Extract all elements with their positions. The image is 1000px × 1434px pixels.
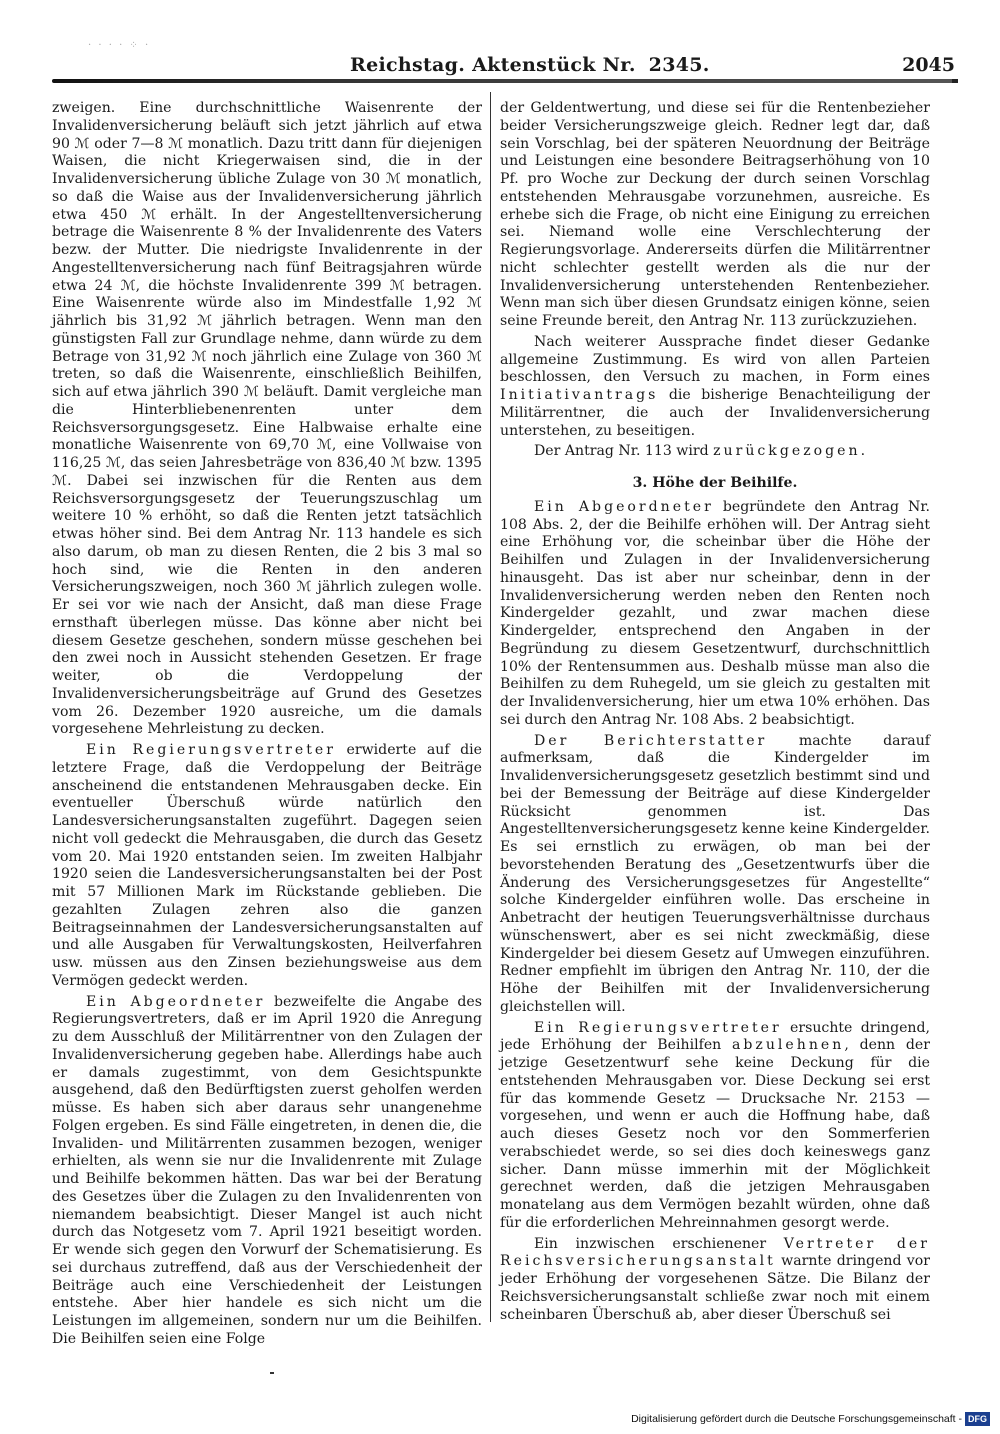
paragraph [500,334,930,441]
speaker-label: Ein Regierungsvertreter [534,1019,782,1036]
digitization-credit [631,1412,990,1426]
section-heading: 3. Höhe der Beihilfe. [632,475,798,491]
paragraph-text: die bisherige Benachteiligung der Militärrentner, die auch der Invalidenversicherung unterstehen, zu beseitigen. [500,387,930,439]
paragraph-text: , denn der jetzige Gesetzentwurf sehe keine Deckung für die entstehenden Mehrausgaben vor. Diese Deckung sei erst für das kommende Gesetz — Drucksache Nr. 2153 — vorgesehen, und wenn er auch die Hoffnung habe, daß auch dieses Gesetz noch vor den Sommerferien verabschiedet werde, so sei dies doch keineswegs ganz sicher. Dann müsse immerhin mit der Möglichkeit gerechnet werden, daß die jetzigen Mehrausgaben monatelang aus dem Vermögen bezahlt würden, ohne daß für die erforderlichen Mehreinnahmen gesorgt werde. [500,1037,930,1231]
left-column [52,100,482,1349]
paragraph-text: Der Antrag Nr. 113 wird [534,443,714,460]
page-header [50,50,955,90]
paragraph [52,994,482,1349]
speaker-label: Der Berichterstatter [534,732,768,749]
document-number: 2345. [648,54,710,76]
print-artifact [270,1372,274,1374]
paragraph: der Geldentwertung, und diese sei für die Rentenbezieher beider Versicherungszweige gleich. Redner legt dar, daß sein Vorschlag, bei der späteren Neuordnung der Beiträge und Leistungen eine besondere Beitragserhöhung von 10 Pf. pro Woche zur Deckung der durch seinen Vorschlag entstehenden Mehrausgabe vorzunehmen, ausreiche. Es erhebe sich die Frage, ob nicht eine Einigung zu erreichen sei. Niemand wolle eine Verschlechterung der Regierungsvorlage. Andererseits dürfen die Militärrentner nicht schlechter gestellt werden als die nur der Invalidenversicherung unterstehenden Rentenbezieher. Wenn man sich über diesen Grundsatz einigen könne, seien seine Freunde bereit, den Antrag Nr. 113 zurückzuziehen. [500,100,930,329]
paragraph [500,443,930,461]
page-number: 2045 [902,54,955,76]
speaker-label: Ein Abgeordneter [86,993,266,1010]
running-title-text: Reichstag. Aktenstück Nr. [350,54,636,76]
column-divider [490,92,491,1322]
right-column [500,100,930,1324]
paragraph-text: bezweifelte die Angabe des Regierungsvertreters, daß er im April 1920 die Anregung zu dem Ausschluß der Militärrentner von den Zulagen der Invalidenversicherung gegeben habe. Allerdings habe auch er damals zugestimmt, von dem Gesichtspunkte ausgehend, daß den Bedürftigsten zuerst geholfen werden müsse. Es haben sich aber daraus sehr unangenehme Folgen ergeben. Es sind Fälle eingetreten, in denen die, die Invaliden- und Militärrenten zusammen bezogen, weniger erhielten, als wenn sie nur die Invalidenrente mit Zulage und Beihilfe bekommen hätten. Das war bei der Beratung des Gesetzes über die Zulagen zu den Invalidenrenten von niemandem beabsichtigt. Dieser Mangel ist auch nicht durch das Notgesetz vom 7. April 1921 beseitigt worden. Er wende sich gegen den Vorwurf der Schematisierung. Es sei durchaus zutreffend, daß aus der Verschiedenheit der Beiträge auch eine Verschiedenheit der Leistungen entstehe. Aber hier handele es sich nicht um die Leistungen im allgemeinen, sondern nur um die Beihilfen. Die Beihilfen seien eine Folge [52,993,482,1347]
paragraph [52,742,482,991]
paragraph-text: warnte dringend vor jeder Erhöhung der vorgesehenen Sätze. Die Bilanz der Reichsversicherungsanstalt schließe zwar noch mit einem scheinbaren Überschuß ab, aber dieser Überschuß sei [500,1253,930,1323]
paragraph-text: Ein inzwischen erschienener [534,1235,784,1252]
spaced-emphasis: Vertreter der Reichsversicherungsanstalt [500,1235,930,1270]
dfg-logo-icon: DFG [965,1412,990,1426]
paragraph [500,499,930,730]
paragraph-text: ersuchte dringend, jede Erhöhung der Beihilfen [500,1019,931,1054]
spaced-emphasis: abzulehnen [732,1037,845,1054]
paragraph [500,733,930,1017]
paragraph: zweigen. Eine durchschnittliche Waisenrente der Invalidenversicherung beläuft sich jetzt jährlich auf etwa 90 ℳ oder 7—8 ℳ monatlich. Dazu tritt dann für diejenigen Waisen, die nicht Kriegerwaisen sind, die in der Invalidenversicherung übliche Zulage von 30 ℳ monatlich, so daß die Waise aus der Invalidenversicherung jährlich etwa 450 ℳ erhält. In der Angestelltenversicherung betrage die Waisenrente 8 % der Invalidenrente des Vaters bezw. der Mutter. Die niedrigste Invalidenrente in der Angestelltenversicherung nach fünf Beitragsjahren würde etwa 24 ℳ, die höchste Invalidenrente 399 ℳ betragen. Eine Waisenrente würde also im Mindestfalle 1,92 ℳ jährlich bis 31,92 ℳ jährlich betragen. Wenn man den günstigsten Fall zur Grundlage nehme, dann würde zu dem Betrage von 31,92 ℳ noch jährlich eine Zulage von 360 ℳ treten, so daß die Waisenrente, einschließlich Beihilfen, sich auf etwa jährlich 390 ℳ beläuft. Damit vergleiche man die Hinterbliebenenrenten unter dem Reichsversorgungsgesetz. Eine Halbwaise erhalte eine monatliche Waisenrente von 69,70 ℳ, eine Vollwaise von 116,25 ℳ, das seien Jahresbeträge von 836,40 ℳ bzw. 1395 ℳ. Dabei sei inzwischen für die Renten aus dem Reichsversorgungsgesetz der Teuerungszuschlag um weitere 10 % erhöht, so daß die Renten jetzt tatsächlich etwas höher sind. Bei dem Antrag Nr. 113 handele es sich also darum, ob man zu diesen Renten, die 2 bis 3 mal so hoch sind, wie die Renten in den anderen Versicherungszweigen, noch 360 ℳ jährlich zulegen wolle. Er sei vor wie nach der Ansicht, daß man diese Frage ernsthaft überlegen müsse. Das könne aber nicht bei diesem Gesetze geschehen, sondern müsse geschehen bei den zwei noch in Aussicht stehenden Gesetzen. Er frage weiter, ob die Verdoppelung der Invalidenversicherungsbeiträge auf Grund des Gesetzes vom 26. Dezember 1920 ausreiche, um die damals vorgesehene Mehrleistung zu decken. [52,100,482,738]
paragraph-text: erwiderte auf die letztere Frage, daß die Verdoppelung der Beiträge anscheinend die entstandenen Mehrausgaben decke. Ein eventueller Überschuß würde natürlich den Landesversicherungsanstalten zugeführt. Dagegen seien nicht voll gedeckt die Mehrausgaben, die durch das Gesetz vom 20. Mai 1920 entstanden seien. Im zweiten Halbjahr 1920 seien die Landesversicherungsanstalten bei der Post mit 57 Millionen Mark im Rückstande geblieben. Die gezahlten Zulagen zehren also die ganzen Beitragseinnahmen der Landesversicherungsanstalten auf und alle Ausgaben für Verwaltungskosten, Heilverfahren usw. müssen aus den Zinsen beziehungsweise aus dem Vermögen gedeckt werden. [52,742,483,989]
paragraph-text: machte darauf aufmerksam, daß die Kindergelder im Invalidenversicherungsgesetz gesetzlich bestimmt sind und bei der Bemessung der Beiträge auf diese Kindergelder Rücksicht genommen ist. Das Angestelltenversicherungsgesetz kenne keine Kindergelder. Es sei ernstlich zu erwägen, ob man bei der bevorstehenden Beratung des „Gesetzentwurfs über die Änderung des Versicherungsgesetzes für Angestellte“ solche Kindergelder einführen wolle. Das erscheine in Anbetracht der heutigen Teuerungsverhältnisse durchaus wünschenswert, aber es sei nicht zweckmäßig, diese Kindergelder bei diesem Gesetz auf Umwegen einzuführen. Redner empfiehlt im übrigen den Antrag Nr. 110, der die Höhe der Beihilfen mit der Invalidenversicherung gleichstellen will. [500,732,931,1015]
speaker-label: Ein Abgeordneter [534,498,714,515]
credit-text: Digitalisierung gefördert durch die Deutsche Forschungsgemeinschaft - [631,1413,962,1425]
running-title [350,54,710,76]
speaker-label: Ein Regierungsvertreter [86,742,336,758]
paragraph-text: Nach weiterer Aussprache findet dieser Gedanke allgemeine Zustimmung. Es wird von allen Parteien beschlossen, den Versuch zu machen, in Form eines [500,333,930,386]
paragraph-text: . [860,443,866,460]
paragraph [500,1236,930,1325]
spaced-emphasis: Initiativantrags [500,387,659,403]
paragraph-text: begründete den Antrag Nr. 108 Abs. 2, der die Beihilfe erhöhen will. Der Antrag sieht eine Erhöhung vor, die scheinbar über die Höhe der Beihilfen und Zulagen in der Invalidenversicherung hinausgeht. Das ist aber nur scheinbar, denn in der Invalidenversicherung werden neben den Renten noch Kindergelder gezahlt, und zwar machen diese Kindergelder, entsprechend den Angaben in der Begründung zu diesem Gesetzentwurf, durchschnittlich 10% der Rentensummen aus. Deshalb müsse man also die Beihilfen zu dem Ruhegeld, um sie gleich zu gestalten mit der Invalidenversicherung, hier um etwa 10% erhöhen. Das sei durch den Antrag Nr. 108 Abs. 2 beabsichtigt. [500,498,930,728]
header-rule [52,79,958,83]
paragraph [500,1020,930,1233]
scan-artifacts: · · · · ⁘ · [88,40,151,51]
spaced-emphasis: zurückgezogen [713,443,861,460]
